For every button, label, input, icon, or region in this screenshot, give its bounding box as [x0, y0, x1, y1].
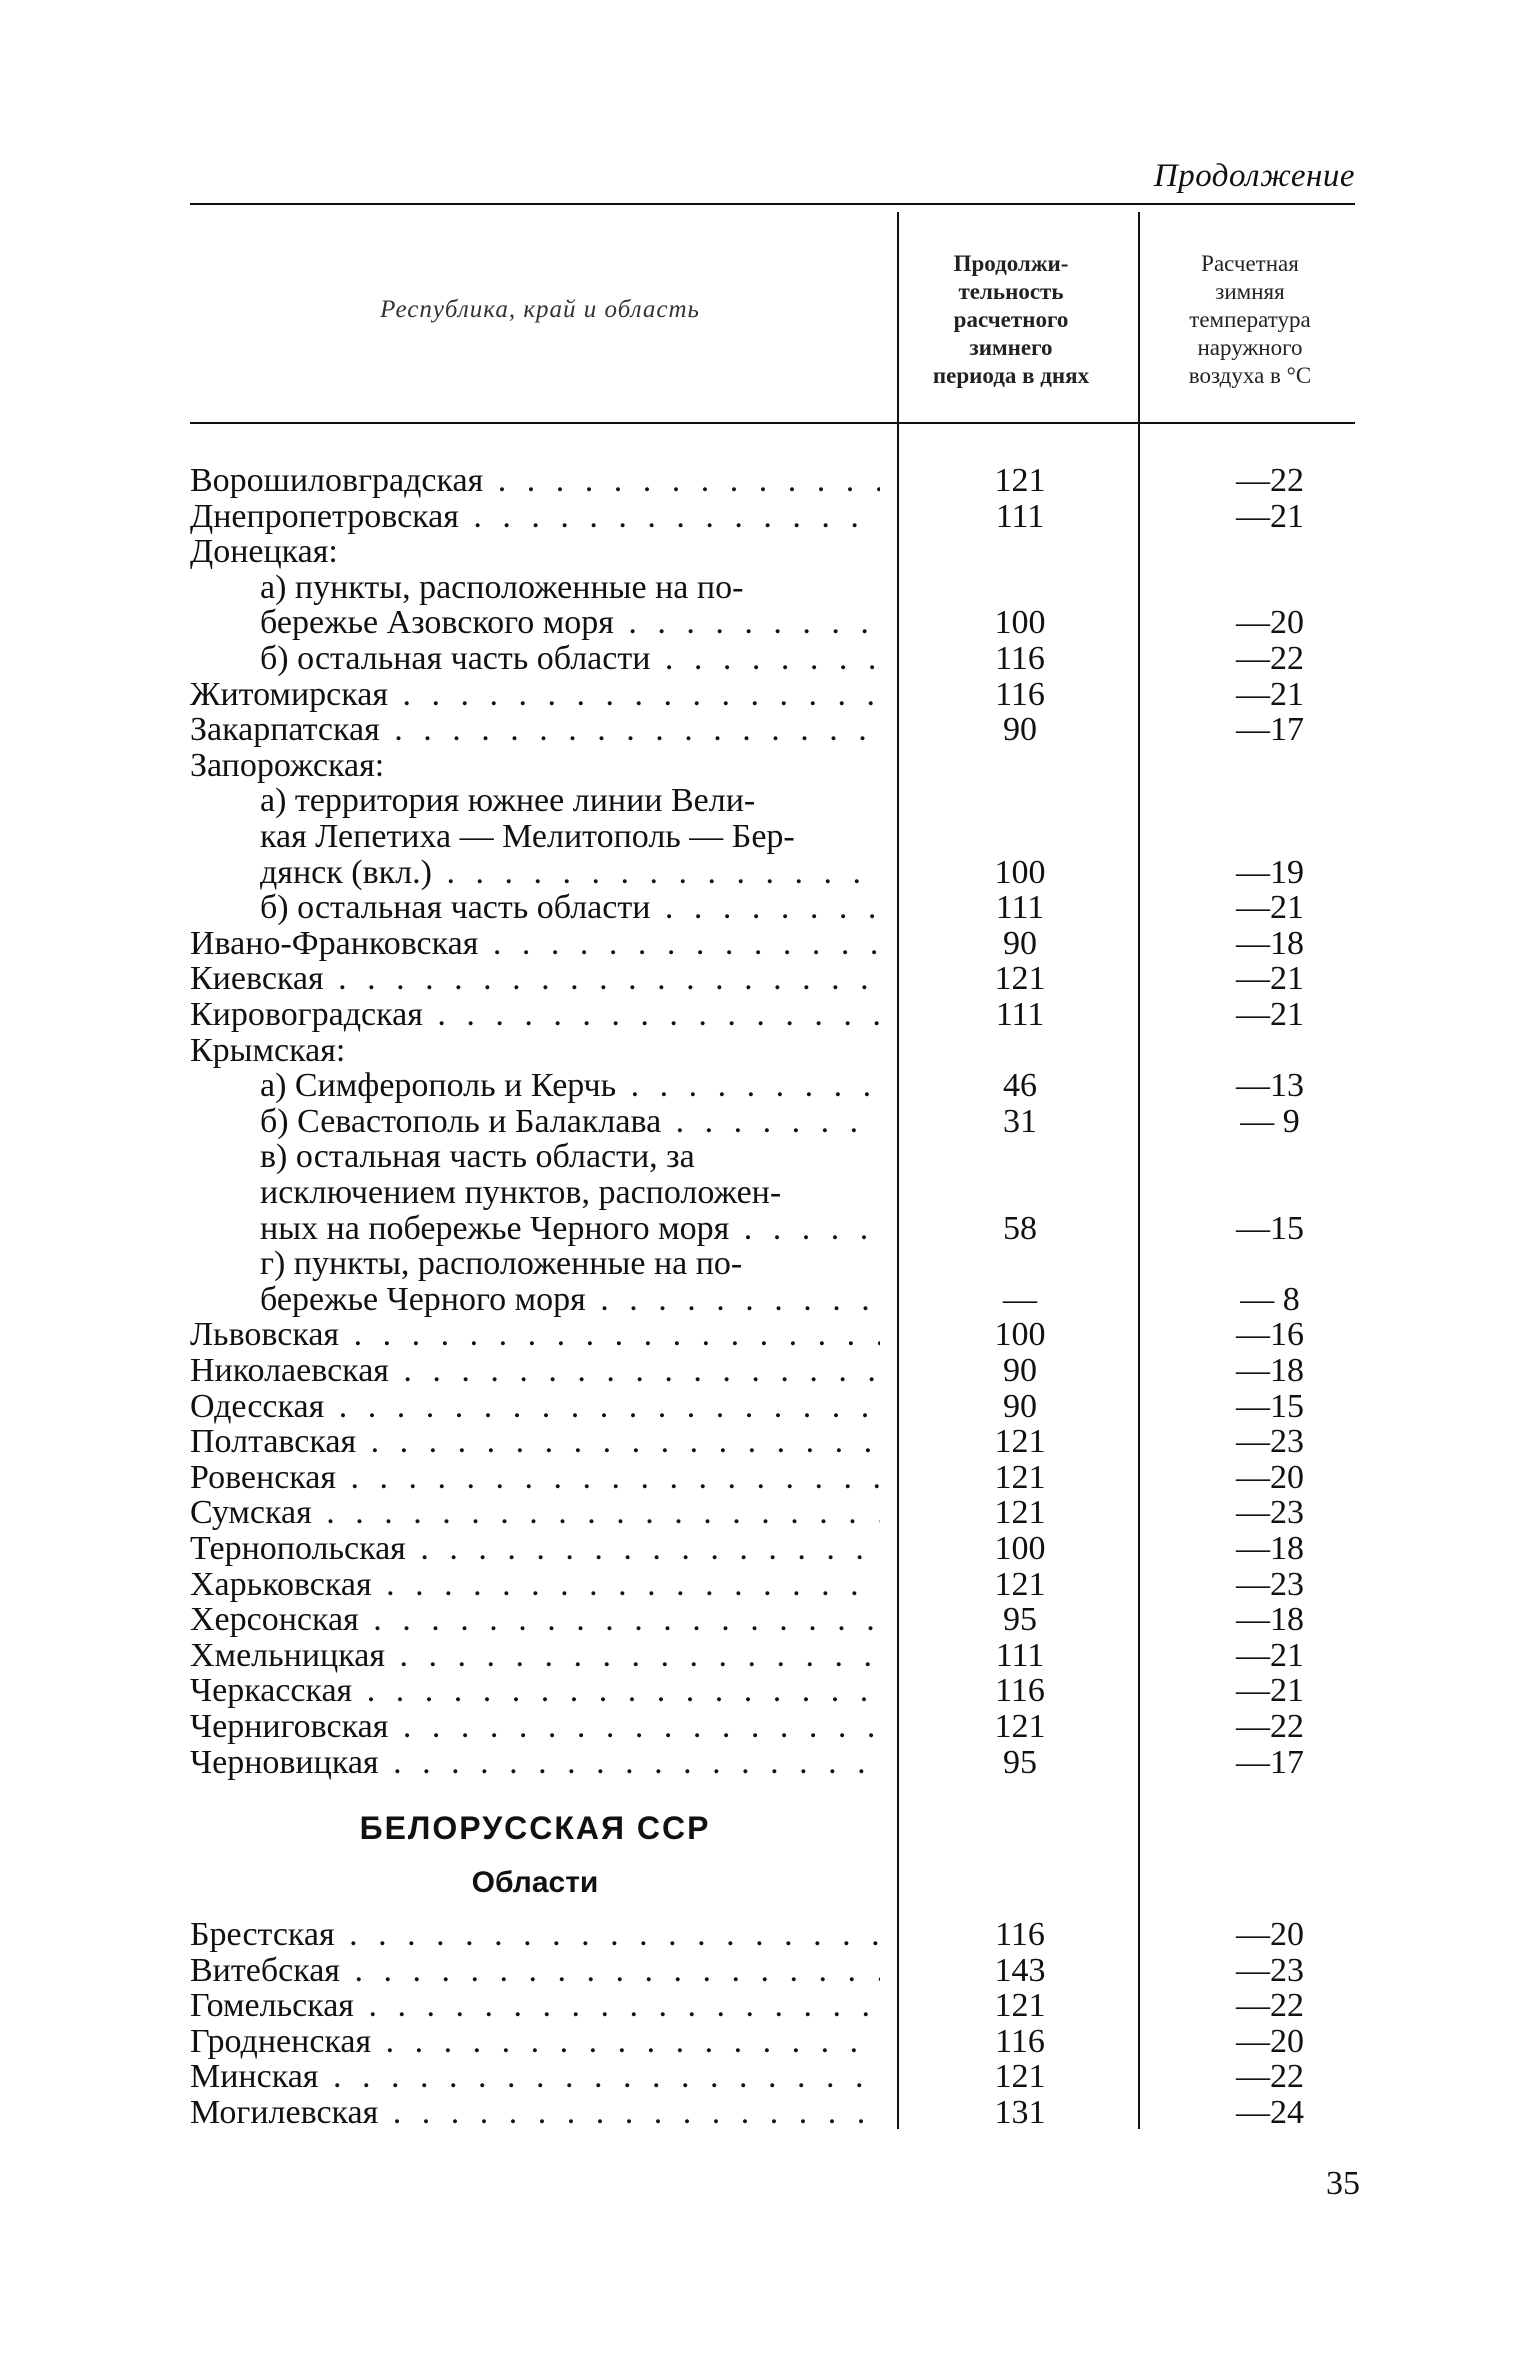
heating-days-value: 111 — [995, 996, 1045, 1033]
table-row — [0, 641, 1536, 677]
region-name: Минская . . . — [190, 2059, 880, 2095]
region-name: Запорожская: — [190, 747, 385, 784]
heating-days-value: 90 — [1003, 1352, 1037, 1389]
region-name: а) пункты, расположенные на по- — [260, 569, 744, 606]
heating-days-value: 121 — [994, 1708, 1046, 1745]
region-name: Ворошиловградская . . . — [190, 463, 880, 499]
table-row — [0, 1745, 1536, 1781]
table-row — [0, 1104, 1536, 1140]
table-row — [0, 1033, 1536, 1069]
table-row — [0, 1531, 1536, 1567]
region-name: Кировоградская . . . — [190, 997, 880, 1033]
heating-days-value: 90 — [1003, 1387, 1037, 1425]
winter-temperature-value: —22 — [1236, 1708, 1304, 1745]
winter-temperature-value: —24 — [1236, 2094, 1304, 2131]
table-row — [0, 1068, 1536, 1104]
column-header-line: тельность — [958, 279, 1064, 304]
winter-temperature-value: —21 — [1236, 889, 1304, 927]
winter-temperature-value: —16 — [1236, 1316, 1304, 1354]
region-name: Николаевская . . . — [190, 1353, 880, 1389]
table-row — [0, 997, 1536, 1033]
table-row — [0, 1988, 1536, 2024]
table-row — [0, 1211, 1536, 1247]
heating-days-value: 46 — [1003, 1067, 1037, 1105]
region-name: Гомельская . . . — [190, 1988, 880, 2024]
table-row — [0, 499, 1536, 535]
region-name: Брестская . . . — [190, 1917, 880, 1953]
heating-days-value: 100 — [994, 1530, 1046, 1567]
heating-days-value: 111 — [995, 497, 1045, 535]
winter-temperature-value: —22 — [1236, 462, 1304, 499]
heating-days-value: 131 — [994, 2094, 1046, 2131]
column-header-line: воздуха в °С — [1188, 363, 1312, 388]
winter-temperature-value: —13 — [1236, 1067, 1304, 1105]
heating-days-value: 116 — [995, 1916, 1045, 1953]
winter-temperature-value: —23 — [1236, 1494, 1304, 1532]
region-name: а) территория южнее линии Вели- — [260, 783, 756, 820]
column-header-line: Продолжи- — [953, 251, 1069, 276]
winter-temperature-value: — 9 — [1240, 1102, 1300, 1140]
table-row — [0, 1389, 1536, 1425]
heating-days-value: 95 — [1003, 1743, 1037, 1781]
region-name: Сумская . . . — [190, 1495, 880, 1531]
heating-days-value: 116 — [995, 2022, 1045, 2060]
region-name: Крымская: — [190, 1032, 346, 1069]
winter-temperature-value: —17 — [1236, 1743, 1304, 1781]
region-name: исключением пунктов, расположен- — [260, 1175, 782, 1211]
region-name: Полтавская . . . — [190, 1424, 880, 1460]
winter-temperature-value: —21 — [1236, 996, 1304, 1033]
winter-temperature-value: —21 — [1236, 497, 1304, 535]
continuation-label: Продолжение — [1153, 158, 1355, 194]
heating-days-value: — — [1003, 1280, 1037, 1318]
table-row — [0, 1495, 1536, 1531]
winter-temperature-value: —18 — [1236, 1530, 1304, 1567]
region-name: Могилевская . . . — [190, 2095, 880, 2131]
region-name: Одесская . . . — [190, 1389, 880, 1425]
region-name: б) остальная часть области . . . — [260, 890, 880, 926]
heating-days-value: 95 — [1003, 1601, 1037, 1639]
column-header-temperature — [1140, 250, 1360, 390]
section-title: БЕЛОРУССКАЯ ССР — [359, 1810, 711, 1846]
table-row — [0, 677, 1536, 713]
winter-temperature-value: —20 — [1236, 604, 1304, 642]
region-name: Тернопольская . . . — [190, 1531, 880, 1567]
winter-temperature-value: —19 — [1236, 853, 1304, 891]
heating-days-value: 116 — [995, 640, 1045, 677]
table-row — [0, 961, 1536, 997]
table-row — [0, 783, 1536, 819]
heating-days-value: 121 — [994, 1987, 1046, 2025]
winter-temperature-value: —22 — [1236, 2058, 1304, 2096]
region-name: в) остальная часть области, за — [260, 1139, 695, 1176]
section-subtitle: Области — [471, 1866, 599, 1899]
table-row — [0, 1317, 1536, 1353]
table-row — [0, 1709, 1536, 1745]
table-row — [0, 855, 1536, 891]
page-number: 35 — [1326, 2165, 1360, 2202]
region-name: дянск (вкл.) . . . — [260, 855, 880, 891]
table-row — [0, 1673, 1536, 1709]
winter-temperature-value: —20 — [1236, 2022, 1304, 2060]
table-row — [0, 1353, 1536, 1389]
region-name: бережье Черного моря . . . — [260, 1282, 880, 1318]
heating-days-value: 111 — [995, 889, 1045, 927]
table-row — [0, 1602, 1536, 1638]
column-header-line: наружного — [1197, 335, 1303, 360]
table-row — [0, 712, 1536, 748]
heating-days-value: 121 — [994, 462, 1046, 499]
table-row — [0, 463, 1536, 499]
heating-days-value: 90 — [1003, 924, 1037, 962]
column-header-line: периода в днях — [932, 363, 1090, 388]
column-header-days — [892, 250, 1130, 390]
winter-temperature-value: —15 — [1236, 1209, 1304, 1247]
region-name: кая Лепетиха — Мелитополь — Бер- — [260, 819, 795, 855]
heating-days-value: 143 — [994, 1951, 1046, 1989]
winter-temperature-value: —23 — [1236, 1565, 1304, 1603]
winter-temperature-value: —21 — [1236, 1672, 1304, 1710]
heating-days-value: 116 — [995, 1672, 1045, 1710]
table-row — [0, 1139, 1536, 1175]
region-name: Киевская . . . — [190, 961, 880, 997]
table-top-rule — [190, 203, 1355, 205]
region-name: Харьковская . . . — [190, 1567, 880, 1603]
heating-days-value: 58 — [1003, 1209, 1037, 1247]
table-row — [0, 1460, 1536, 1496]
region-name: Житомирская . . . — [190, 677, 880, 713]
winter-temperature-value: —20 — [1236, 1458, 1304, 1496]
winter-temperature-value: —21 — [1236, 1636, 1304, 1674]
heating-days-value: 121 — [994, 2058, 1046, 2096]
winter-temperature-value: —23 — [1236, 1423, 1304, 1461]
heating-days-value: 100 — [994, 853, 1046, 891]
column-header-line: расчетного — [953, 307, 1069, 332]
table-row — [0, 534, 1536, 570]
winter-temperature-value: —18 — [1236, 924, 1304, 962]
heating-days-value: 100 — [994, 1316, 1046, 1354]
table-row — [0, 1424, 1536, 1460]
table-row — [0, 1175, 1536, 1211]
winter-temperature-value: —18 — [1236, 1601, 1304, 1639]
winter-temperature-value: —22 — [1236, 640, 1304, 677]
heating-days-value: 111 — [995, 1636, 1045, 1674]
winter-temperature-value: —21 — [1236, 675, 1304, 713]
heating-days-value: 31 — [1003, 1102, 1037, 1140]
table-row — [0, 1638, 1536, 1674]
region-name: Донецкая: — [190, 534, 338, 571]
table-row — [0, 819, 1536, 855]
table-row — [0, 1282, 1536, 1318]
column-header-region: Республика, край и область — [380, 296, 700, 323]
heating-days-value: 121 — [994, 1494, 1046, 1532]
heating-days-value: 90 — [1003, 711, 1037, 749]
region-name: Ровенская . . . — [190, 1460, 880, 1496]
winter-temperature-value: — 8 — [1240, 1280, 1300, 1318]
region-name: а) Симферополь и Керчь . . . — [260, 1068, 880, 1104]
table-row — [0, 2095, 1536, 2131]
region-name: Витебская . . . — [190, 1953, 880, 1989]
heating-days-value: 121 — [994, 1423, 1046, 1461]
heating-days-value: 121 — [994, 1458, 1046, 1496]
region-name: Черновицкая . . . — [190, 1745, 880, 1781]
table-row — [0, 2024, 1536, 2060]
column-header-line: зимнего — [969, 335, 1053, 360]
heating-days-value: 121 — [994, 960, 1046, 998]
heating-days-value: 100 — [994, 604, 1046, 642]
table-row — [0, 748, 1536, 784]
winter-temperature-value: —23 — [1236, 1951, 1304, 1989]
column-header-line: температура — [1189, 307, 1311, 332]
table-row — [0, 1246, 1536, 1282]
table-row — [0, 2059, 1536, 2095]
region-name: Черкасская . . . — [190, 1673, 880, 1709]
table-row — [0, 1953, 1536, 1989]
column-header-line: зимняя — [1215, 279, 1285, 304]
table-row — [0, 1567, 1536, 1603]
region-name: г) пункты, расположенные на по- — [260, 1246, 743, 1283]
region-name: Закарпатская . . . — [190, 712, 880, 748]
region-name: Черниговская . . . — [190, 1709, 880, 1745]
winter-temperature-value: —15 — [1236, 1387, 1304, 1425]
region-name: Ивано-Франковская . . . — [190, 926, 880, 962]
region-name: Днепропетровская . . . — [190, 499, 880, 535]
winter-temperature-value: —20 — [1236, 1916, 1304, 1953]
winter-temperature-value: —17 — [1236, 711, 1304, 749]
region-name: Львовская . . . — [190, 1317, 880, 1353]
heating-days-value: 116 — [995, 675, 1045, 713]
winter-temperature-value: —18 — [1236, 1352, 1304, 1389]
table-row — [0, 890, 1536, 926]
table-row — [0, 605, 1536, 641]
table-row — [0, 570, 1536, 606]
column-header-line: Расчетная — [1201, 251, 1299, 276]
winter-temperature-value: —22 — [1236, 1987, 1304, 2025]
table-header-rule — [190, 422, 1355, 424]
heating-days-value: 121 — [994, 1565, 1046, 1603]
region-name: ных на побережье Черного моря . . . — [260, 1211, 880, 1247]
region-name: Гродненская . . . — [190, 2024, 880, 2060]
region-name: Хмельницкая . . . — [190, 1638, 880, 1674]
table-row — [0, 1917, 1536, 1953]
region-name: б) Севастополь и Балаклава . . . — [260, 1104, 880, 1140]
region-name: бережье Азовского моря . . . — [260, 605, 880, 641]
region-name: Херсонская . . . — [190, 1602, 880, 1638]
winter-temperature-value: —21 — [1236, 960, 1304, 998]
table-row — [0, 926, 1536, 962]
region-name: б) остальная часть области . . . — [260, 641, 880, 677]
